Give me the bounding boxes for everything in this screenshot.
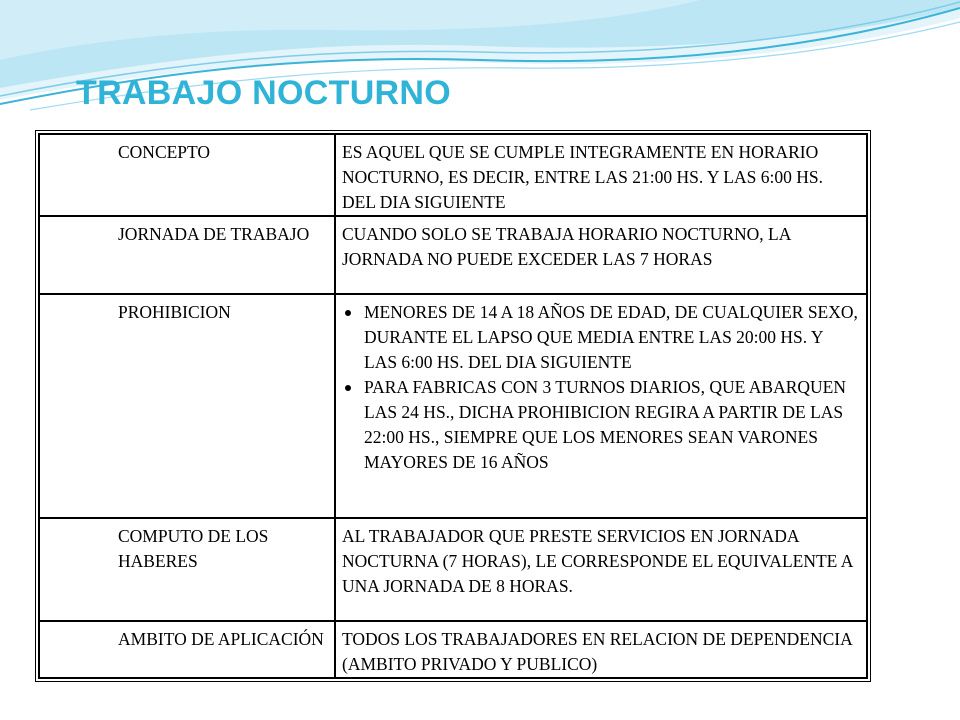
row-label: PROHIBICION [39,294,335,518]
row-label: JORNADA DE TRABAJO [39,216,335,294]
row-description: AL TRABAJADOR QUE PRESTE SERVICIOS EN JORNADA NOCTURNA (7 HORAS), LE CORRESPONDE EL EQUIVALENTE A UNA JORNADA DE 8 HORAS. [335,518,867,621]
content-table [38,133,868,679]
bullet-dot-icon [345,310,351,316]
bullet-dot-icon [345,385,351,391]
bullet-text: PARA FABRICAS CON 3 TURNOS DIARIOS, QUE ABARQUEN LAS 24 HS., DICHA PROHIBICION REGIRA A PARTIR DE LAS 22:00 HS., SIEMPRE QUE LOS MENORES SEAN VARONES MAYORES DE 16 AÑOS [364,377,846,472]
row-label: AMBITO DE APLICACIÓN [39,621,335,678]
table-row [39,216,867,294]
row-label: CONCEPTO [39,134,335,216]
table-row [39,621,867,678]
bullet-text: MENORES DE 14 A 18 AÑOS DE EDAD, DE CUALQUIER SEXO, DURANTE EL LAPSO QUE MEDIA ENTRE LAS 20:00 HS. Y LAS 6:00 HS. DEL DIA SIGUIENTE [364,302,858,372]
bullet-list [342,300,860,475]
row-description [335,294,867,518]
row-description: TODOS LOS TRABAJADORES EN RELACION DE DEPENDENCIA (AMBITO PRIVADO Y PUBLICO) [335,621,867,678]
table-row [39,294,867,518]
row-description: CUANDO SOLO SE TRABAJA HORARIO NOCTURNO, LA JORNADA NO PUEDE EXCEDER LAS 7 HORAS [335,216,867,294]
row-description: ES AQUEL QUE SE CUMPLE INTEGRAMENTE EN HORARIO NOCTURNO, ES DECIR, ENTRE LAS 21:00 HS. Y LAS 6:00 HS. DEL DIA SIGUIENTE [335,134,867,216]
table-row [39,134,867,216]
row-label: COMPUTO DE LOS HABERES [39,518,335,621]
bullet-item [342,375,860,475]
table-row [39,518,867,621]
slide-title: TRABAJO NOCTURNO [76,74,452,112]
bullet-item [342,300,860,375]
